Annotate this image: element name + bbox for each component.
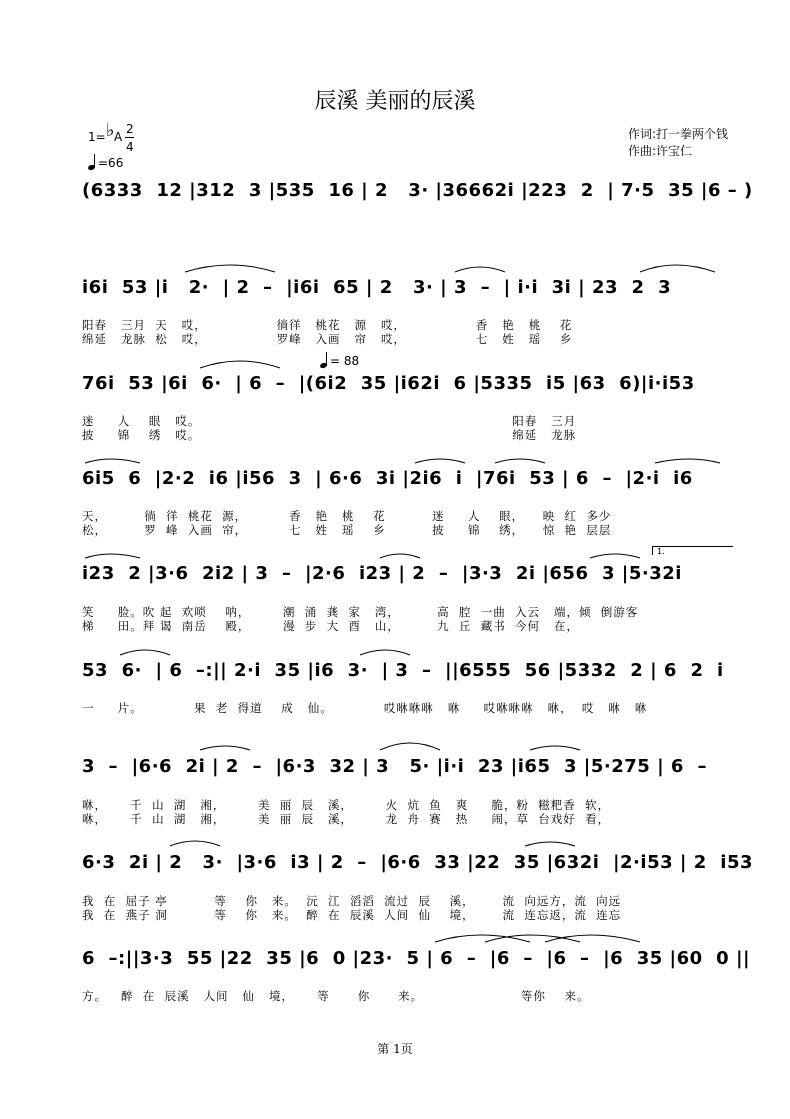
notation-line: i23 2 |3·6 2i2 | 3 – |2·6 i23 | 2 – |3·3 2i |656 3 |5·32i — [82, 563, 682, 584]
lyric-line: 我 在 屈子 亭 等 你 来。 沅 江 滔滔 流过 辰 溪， 流 向远方，流 向远 — [82, 894, 622, 908]
quarter-note-icon — [320, 352, 330, 368]
credits — [628, 126, 728, 160]
lyric-line: 披 锦 绣 哎。 绵延 龙脉 — [82, 428, 577, 442]
lyric-line: 梯 田。拜 谒 南岳 殿， 漫 步 大 酉 山， 九 丘 藏书 今何 在， — [82, 619, 579, 633]
tempo-change-value: = 88 — [330, 354, 360, 368]
tempo-change-marking — [320, 352, 359, 368]
lyric-line: 绵延 龙脉 松 哎， 罗峰 入画 帘 哎， 七 姓 瑶 乡 — [82, 332, 573, 346]
lyric-line: 迷 人 眼 哎。 阳春 三月 — [82, 414, 577, 428]
time-numerator: 2 — [126, 122, 134, 136]
tempo-marking — [88, 154, 123, 170]
page-number: 第 1页 — [377, 1042, 413, 1056]
volta-label: 1. — [657, 547, 665, 556]
lyric-line: 咻， 千 山 湖 湘， 美 丽 辰 溪， 火 炕 鱼 爽 脆，粉 糍粑香 软， — [82, 798, 611, 812]
lyric-line: 方。 醉 在 辰溪 人间 仙 境， 等 你 来。 等你 来。 — [82, 989, 590, 1003]
lyric-line: 松， 罗 峰 入画 帘， 七 姓 瑶 乡 披 锦 绣， 惊 艳 层层 — [82, 523, 612, 537]
notation-line: 3 – |6·6 2i | 2 – |6·3 32 | 3 5· |i·i 23 |i65 3 |5·275 | 6 – — [82, 756, 707, 777]
lyric-line: 阳春 三月 天 哎， 徜徉 桃花 源 哎， 香 艳 桃 花 — [82, 318, 573, 332]
notation-line: i6i 53 |i 2· | 2 – |i6i 65 | 2 3· | 3 – | i·i 3i | 23 2 3 — [82, 277, 672, 298]
lyric-line: 咻， 千 山 湖 湘， 美 丽 辰 溪， 龙 舟 赛 热 闹，草 台戏好 看， — [82, 812, 611, 826]
key-letter: A — [114, 130, 123, 144]
notation-line: 76i 53 |6i 6· | 6 – |(6i2 35 |i62i 6 |5335 i5 |63 6)|i·i53 — [82, 373, 695, 394]
tempo-value: =66 — [98, 156, 124, 170]
quarter-note-icon — [88, 154, 98, 170]
key-signature — [88, 120, 148, 180]
time-denominator: 4 — [126, 140, 134, 154]
lyric-line: 一 片。 果 老 得道 成 仙。 哎咻咻咻 咻 哎咻咻咻 咻， 哎 咻 咻 — [82, 701, 648, 715]
notation-line: 6i5 6 |2·2 i6 |i56 3 | 6·6 3i |2i6 i |76i 53 | 6 – |2·i i6 — [82, 468, 693, 489]
lyric-line: 笑 脸。吹 起 欢唢 呐， 潮 涌 龚 家 湾， 高 腔 一曲 入云 端，倾 倒游客 — [82, 605, 639, 619]
lyricist: 作词:打一拳两个钱 — [628, 127, 729, 141]
notation-line: 6·3 2i | 2 3· |3·6 i3 | 2 – |6·6 33 |22 35 |632i |2·i53 | 2 i53 — [82, 852, 753, 873]
key-prefix: 1= — [88, 130, 106, 144]
notation-line: 53 6· | 6 –:|| 2·i 35 |i6 3· | 3 – ||6555 56 |5332 2 | 6 2 i — [82, 660, 724, 681]
notation-line: 6 –:||3·3 55 |22 35 |6 0 |23· 5 | 6 – |6 – |6 – |6 35 |60 0 || — [82, 948, 751, 969]
song-title: 辰溪 美丽的辰溪 — [314, 89, 476, 114]
time-fraction-line — [125, 137, 134, 138]
lyric-line: 我 在 燕子 洞 等 你 来。 醉 在 辰溪 人间 仙 境， 流 连忘返，流 连忘 — [82, 908, 622, 922]
composer: 作曲:许宝仁 — [628, 144, 693, 158]
notation-line: (6333 12 |312 3 |535 16 | 2 3· |36662i |223 2 | 7·5 35 |6 – ) — [82, 180, 753, 201]
flat-sign: ♭ — [106, 120, 115, 141]
first-ending-bracket — [652, 546, 733, 555]
lyric-line: 天， 徜 徉 桃花 源， 香 艳 桃 花 迷 人 眼， 映 红 多少 — [82, 509, 612, 523]
